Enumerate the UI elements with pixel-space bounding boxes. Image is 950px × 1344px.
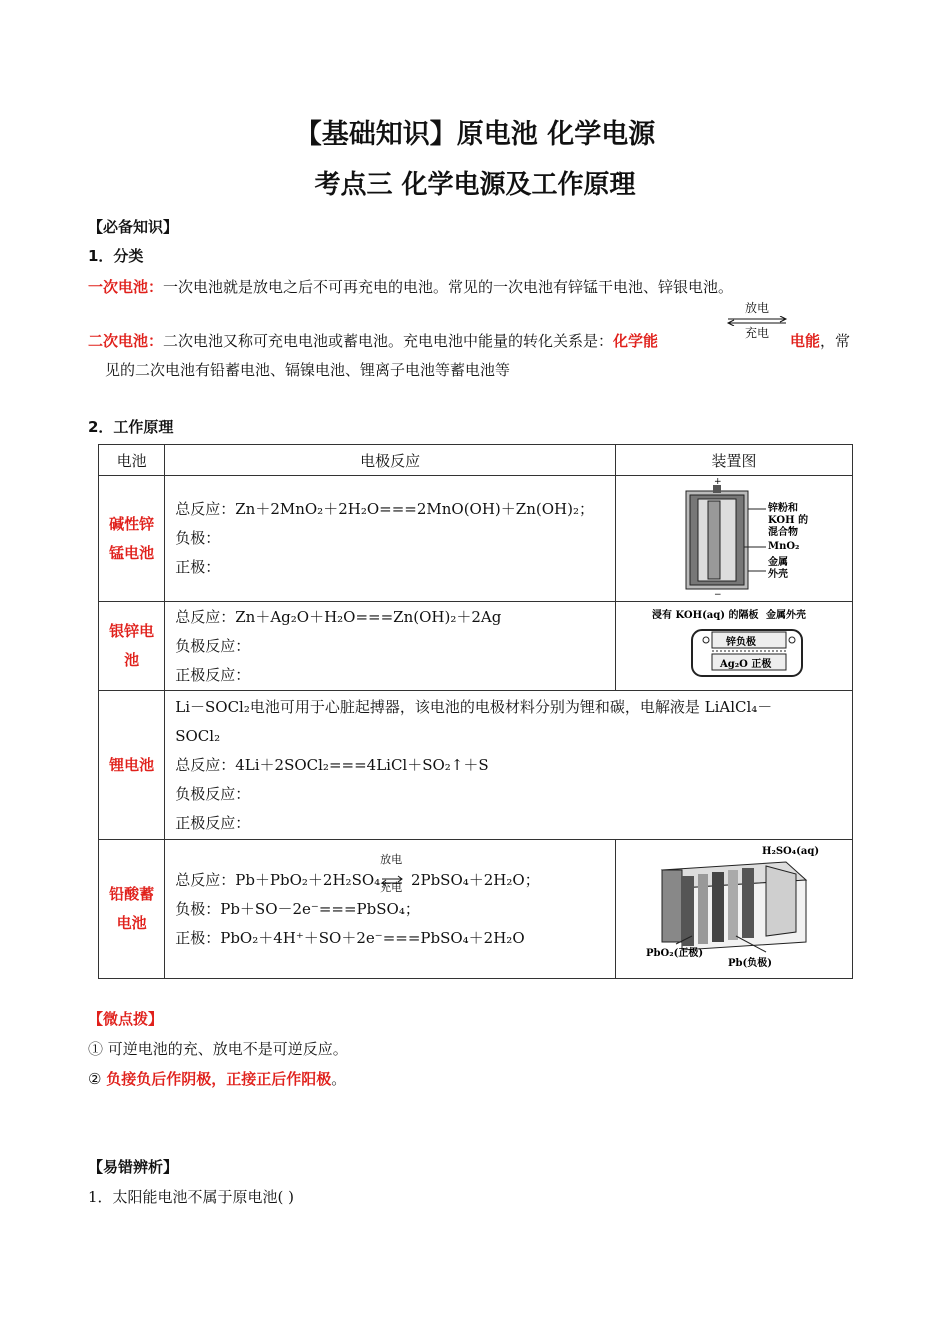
battery-name-lead-acid — [99, 840, 165, 979]
lithium-description-cont: SOCl₂ — [175, 726, 221, 745]
battery-name-line: 银锌电 — [109, 622, 155, 640]
battery-name-silver-zinc — [99, 602, 165, 691]
figure-label: 混合物 — [767, 526, 798, 538]
errors-heading: 【易错辨析】 — [88, 1158, 179, 1176]
total-reaction-suffix: 2PbSO₄＋2H₂O； — [406, 870, 540, 889]
negative-reaction: 负极： — [175, 529, 221, 547]
reaction-cell — [165, 840, 616, 979]
figure-label: 金属外壳 — [765, 610, 806, 621]
negative-reaction: 负极反应： — [175, 784, 251, 803]
classification-heading: 1．分类 — [88, 247, 144, 265]
minus-label: − — [713, 589, 722, 597]
energy-electrical: 电能 — [790, 332, 821, 350]
figure-label: KOH 的 — [767, 514, 809, 526]
battery-name-line: 碱性锌 — [109, 514, 155, 533]
arrow-label-discharge: 放电 — [380, 852, 403, 866]
silver-zinc-battery-diagram — [616, 602, 852, 686]
figure-cell — [615, 476, 852, 602]
secondary-battery-text: 二次电池又称可充电电池或蓄电池。充电电池中能量的转化关系是： — [163, 332, 614, 350]
figure-label: 锌负极 — [725, 637, 756, 648]
tips-heading: 【微点拨】 — [88, 1010, 164, 1028]
table-row — [99, 840, 853, 979]
battery-name-line: 锰电池 — [109, 543, 155, 562]
alkaline-battery-diagram — [616, 477, 852, 597]
primary-battery-paragraph — [88, 276, 733, 297]
reversible-arrow-icon — [724, 316, 790, 326]
arrow-label-charge: 充电 — [380, 880, 403, 894]
figure-label: Pb(负极) — [727, 958, 772, 969]
figure-label: 浸有 KOH(aq) 的隔板 — [651, 610, 759, 621]
figure-label: H₂SO₄(aq) — [761, 846, 820, 857]
secondary-battery-label: 二次电池： — [88, 332, 164, 350]
table-row — [99, 691, 853, 840]
positive-reaction: 正极： — [175, 558, 221, 576]
reaction-cell — [165, 602, 616, 691]
energy-conversion-arrow — [724, 300, 790, 344]
table-header-row — [99, 445, 853, 476]
figure-label: Ag₂O 正极 — [719, 659, 772, 670]
arrow-label-charge: 充电 — [744, 326, 769, 340]
reaction-cell — [165, 476, 616, 602]
negative-reaction: 负极反应： — [175, 636, 251, 655]
positive-reaction: 正极：PbO₂＋4H⁺＋SO＋2e⁻===PbSO₄＋2H₂O — [175, 928, 525, 947]
reversible-arrow — [380, 852, 406, 894]
tip-2-number: ② — [88, 1070, 107, 1088]
total-reaction-prefix: 总反应：Pb＋PbO₂＋2H₂SO₄ — [175, 870, 381, 889]
tip-2-end: 。 — [331, 1070, 347, 1088]
total-reaction — [175, 852, 615, 895]
total-reaction: 总反应：Zn＋Ag₂O＋H₂O===Zn(OH)₂＋2Ag — [175, 607, 502, 626]
header-reaction: 电极反应 — [165, 445, 616, 476]
header-battery: 电池 — [99, 445, 165, 476]
reaction-cell — [165, 691, 853, 840]
arrow-label-discharge: 放电 — [744, 301, 769, 315]
header-figure: 装置图 — [615, 445, 852, 476]
primary-battery-text: 一次电池就是放电之后不可再充电的电池。常见的一次电池有锌锰干电池、锌银电池。 — [163, 278, 734, 296]
figure-label: 外壳 — [767, 568, 788, 580]
table-row — [99, 476, 853, 602]
tip-2-text: 负接负后作阴极，正接正后作阳极 — [106, 1070, 332, 1088]
figure-label: PbO₂(正极) — [645, 948, 704, 959]
figure-label: MnO₂ — [767, 540, 800, 552]
error-item-1: 1．太阳能电池不属于原电池( ) — [88, 1188, 295, 1206]
table-row — [99, 602, 853, 691]
battery-name-lithium — [99, 691, 165, 840]
section-required-heading: 【必备知识】 — [88, 218, 179, 236]
primary-battery-label: 一次电池： — [88, 278, 164, 296]
battery-name-line: 铅酸蓄 — [109, 885, 155, 903]
secondary-battery-paragraph — [88, 330, 658, 351]
lithium-description: Li－SOCl₂电池可用于心脏起搏器，该电池的电极材料分别为锂和碳，电解液是 LiAlCl₄－ — [175, 697, 773, 716]
plus-label: + — [713, 476, 722, 487]
tip-2 — [88, 1068, 346, 1089]
positive-reaction: 正极反应： — [175, 813, 251, 832]
figure-cell — [615, 602, 852, 691]
secondary-battery-text2: 见的二次电池有铅蓄电池、镉镍电池、锂离子电池等蓄电池等 — [105, 361, 511, 379]
total-reaction: 总反应：Zn＋2MnO₂＋2H₂O===2MnO(OH)＋Zn(OH)₂； — [175, 500, 594, 518]
battery-table — [98, 444, 853, 979]
principle-heading: 2．工作原理 — [88, 418, 174, 436]
battery-name-line: 电池 — [116, 914, 147, 932]
page-subtitle: 考点三 化学电源及工作原理 — [314, 170, 636, 200]
secondary-tail-text: ，常 — [820, 332, 851, 350]
battery-name-line: 锂电池 — [109, 755, 155, 774]
energy-chemical: 化学能 — [613, 332, 659, 350]
figure-label: 锌粉和 — [767, 502, 798, 514]
figure-cell — [615, 840, 852, 979]
negative-reaction: 负极：Pb＋SO－2e⁻===PbSO₄； — [175, 899, 420, 918]
battery-name-alkaline — [99, 476, 165, 602]
secondary-tail — [790, 330, 850, 351]
figure-label: 金属 — [767, 556, 788, 568]
positive-reaction: 正极反应： — [175, 665, 251, 684]
page-title: 【基础知识】原电池 化学电源 — [294, 119, 656, 150]
tip-1: ① 可逆电池的充、放电不是可逆反应。 — [88, 1040, 348, 1058]
total-reaction: 总反应：4Li＋2SOCl₂===4LiCl＋SO₂↑＋S — [175, 755, 489, 774]
lead-acid-battery-diagram — [616, 840, 852, 974]
battery-name-line: 池 — [124, 651, 140, 669]
